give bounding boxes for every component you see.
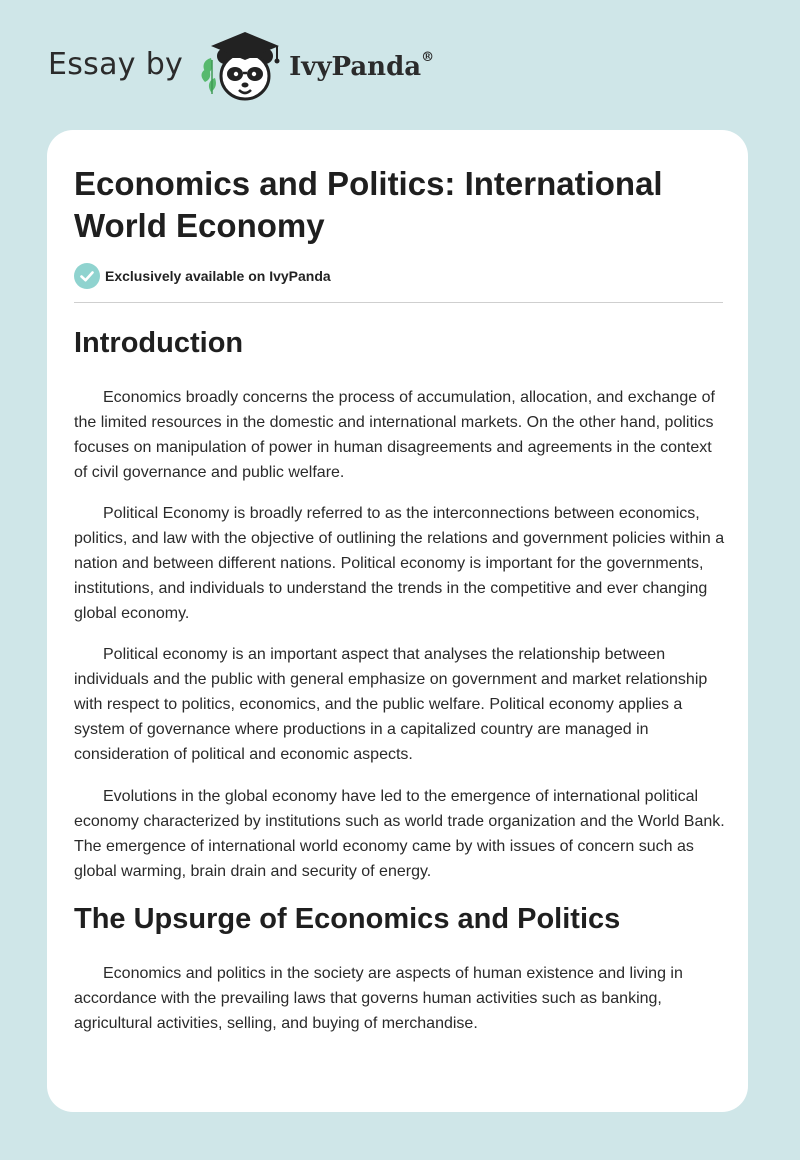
panda-logo-icon[interactable]: [199, 30, 285, 110]
section-heading-introduction: Introduction: [74, 327, 244, 359]
section-heading-upsurge: The Upsurge of Economics and Politics: [74, 903, 621, 935]
exclusive-badge: [74, 263, 331, 289]
essay-card: [47, 130, 748, 1112]
site-header: [48, 30, 434, 110]
paragraph: Evolutions in the global economy have led to the emergence of international political economy characterized by institutions such as world trade organization and the World Bank. The emergence of international world economy came by with issues of concern such as global warming, brain drain and security of energy.: [74, 788, 725, 880]
brand-name-text: IvyPanda: [289, 52, 422, 82]
paragraph: Political economy is an important aspect that analyses the relationship between individuals and the public with general emphasize on government and market relationship with respect to politics, economics, and the public welfare. Political economy applies a system of governance where productions in a capitalized country are managed in consideration of political and economic aspects.: [74, 646, 708, 763]
paragraph: Economics broadly concerns the process of accumulation, allocation, and exchange of the limited resources in the domestic and international markets. On the other hand, politics focuses on manipulation of power in human disagreements and agreements in the context of civil governance and public welfare.: [74, 389, 715, 481]
check-circle-icon: [74, 263, 100, 289]
title-divider: [74, 302, 723, 303]
essay-by-label: Essay by: [48, 46, 184, 82]
paragraph: Economics and politics in the society are aspects of human existence and living in accordance with the prevailing laws that governs human activities such as banking, agricultural activities, selling, and buying of merchandise.: [74, 965, 683, 1032]
registered-mark: ®: [421, 50, 435, 66]
essay-title: Economics and Politics: International World Economy: [74, 165, 663, 244]
ivypanda-wordmark[interactable]: [289, 52, 434, 82]
exclusive-badge-text: Exclusively available on IvyPanda: [105, 268, 331, 284]
paragraph: Political Economy is broadly referred to as the interconnections between economics, politics, and law with the objective of outlining the relations and government policies within a nation and between different nations. Political economy is important for the governments, institutions, and individuals to understand the trends in the competitive and ever changing global economy.: [74, 505, 725, 622]
